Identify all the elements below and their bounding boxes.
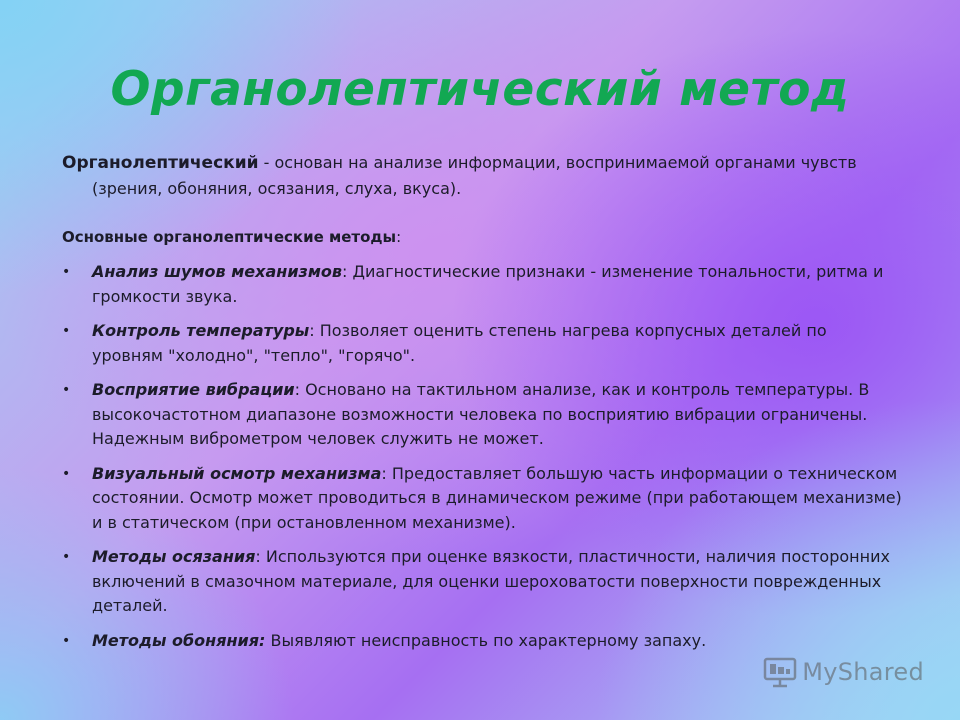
intro-text: - основан на анализе информации, воспринимаемой органами чувств (зрения, обоняния, осязания, слуха, вкуса).: [92, 153, 857, 198]
methods-subheading: [62, 224, 902, 250]
watermark: [762, 656, 924, 688]
methods-subheading-text: Основные органолептические методы: [62, 228, 397, 246]
intro-term: Органолептический: [62, 153, 259, 173]
method-description: : Основано на тактильном анализе, как и контроль температуры. В высокочастотном диапазоне возможности человека по восприятию вибрации ограничены. Надежным виброметром человек служить не может.: [92, 380, 870, 448]
method-name: Визуальный осмотр механизма: [92, 463, 382, 483]
method-description: : Предоставляет большую часть информации о техническом состоянии. Осмотр может проводиться в динамическом режиме (при работающем механизме) и в статическом (при остановленном механизме).: [92, 463, 902, 532]
slide-title: Органолептический метод: [110, 62, 850, 117]
bullet-icon: •: [62, 323, 71, 339]
method-description: : Используются при оценке вязкости, пластичности, наличия посторонних включений в смазочном материале, для оценки шероховатости поверхности поврежденных деталей.: [92, 547, 890, 615]
list-item: [62, 545, 902, 619]
bullet-icon: •: [62, 382, 71, 398]
methods-subheading-colon: :: [396, 228, 402, 246]
method-description: : Диагностические признаки - изменение тональности, ритма и громкости звука.: [92, 262, 884, 306]
method-name: Анализ шумов механизмов: [92, 262, 343, 281]
method-name: Методы обоняния:: [92, 630, 266, 650]
list-item: [62, 378, 902, 452]
presentation-board-icon: [762, 656, 798, 688]
list-item: [62, 260, 902, 309]
method-name: Восприятие вибрации: [92, 380, 295, 399]
bullet-icon: •: [62, 632, 71, 649]
list-item: [62, 462, 902, 536]
list-item: [62, 319, 902, 368]
slide-content: [62, 150, 902, 663]
method-name: Контроль температуры: [92, 321, 310, 340]
intro-paragraph: [62, 150, 902, 202]
bullet-icon: •: [62, 465, 71, 482]
bullet-icon: •: [62, 549, 71, 565]
bullet-icon: •: [62, 264, 71, 280]
list-item: [62, 629, 902, 654]
methods-list: [62, 260, 902, 653]
method-name: Методы осязания: [92, 547, 256, 566]
method-description: Выявляют неисправность по характерному запаху.: [265, 630, 707, 650]
watermark-text: MyShared: [802, 658, 924, 686]
method-description: : Позволяет оценить степень нагрева корпусных деталей по уровням "холодно", "тепло", "горячо".: [92, 321, 827, 365]
